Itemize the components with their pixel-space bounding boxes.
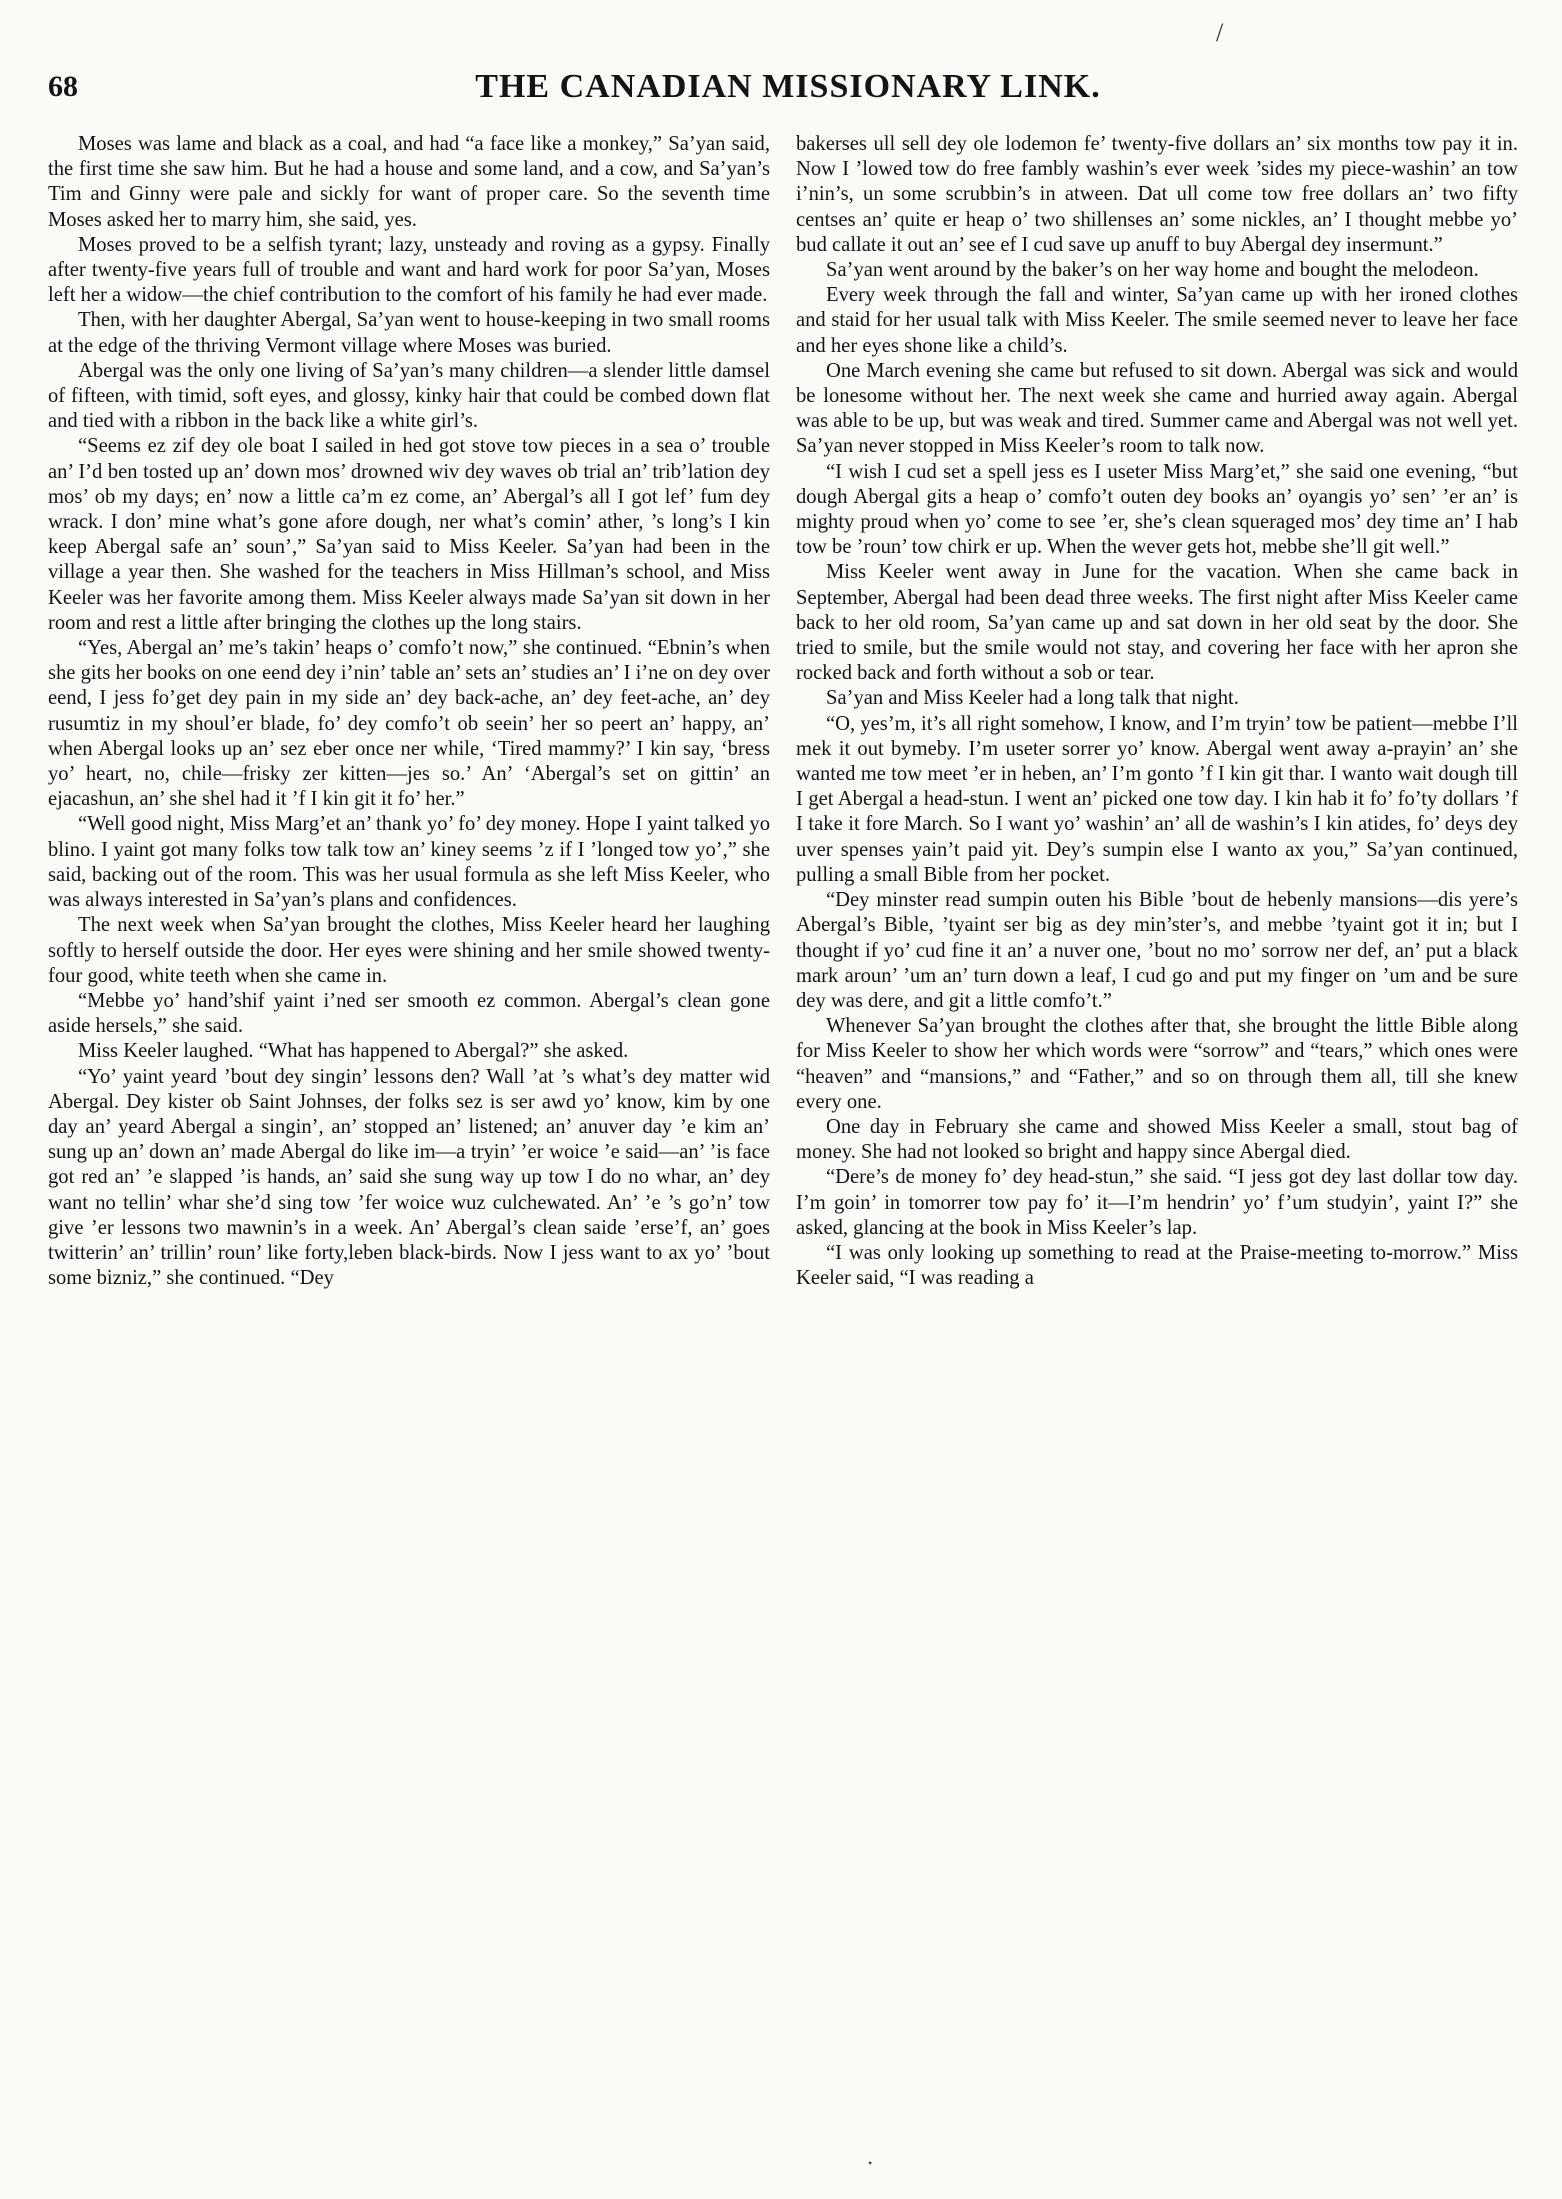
paragraph: “Yo’ yaint yeard ’bout dey singin’ lessons den? Wall ’at ’s what’s dey matter wid Abergal. Dey kister ob Saint Johnses, der folks sez is ser awd yo’ know, kim by one day an’ yeard Abergal a singin’, an’ stopped an’ listened; an’ anuver day ’e kim an’ sung up an’ down an’ made Abergal do like im—a tryin’ ’er woice ’e said—an’ ’is face got red an’ ’e slapped ’is hands, an’ said she sung way up tow I do no whar, an’ dey want no tellin’ whar she’d sing tow ’fer woice wuz culchewated. An’ ’e ’s go’n’ tow give ’er lessons two mawnin’s in a week. An’ Abergal’s clean saide ’erse’f, an’ goes twitterin’ an’ trillin’ roun’ like forty,leben black-birds. Now I jess want to ax yo’ ’bout some bizniz,” she continued. “Dey bbox=[48, 1065, 770, 1290]
paragraph: Then, with her daughter Abergal, Sa’yan went to house-keeping in two small rooms at the edge of the thriving Vermont village where Moses was buried. bbox=[48, 309, 770, 357]
paragraph: Moses proved to be a selfish tyrant; lazy, unsteady and roving as a gypsy. Finally after twenty-five years full of trouble and want and hard work for poor Sa’yan, Moses left her a widow—the chief contribution to the comfort of his family he had ever made. bbox=[48, 233, 770, 307]
paragraph: One March evening she came but refused to sit down. Abergal was sick and would be lonesome without her. The next week she came and hurried away again. Abergal was able to be up, but was weak and tired. Summer came and Abergal was not well yet. Sa’yan never stopped in Miss Keeler’s room to talk now. bbox=[796, 359, 1518, 458]
paragraph: Sa’yan went around by the baker’s on her way home and bought the melodeon. bbox=[826, 259, 1479, 282]
paragraph: Whenever Sa’yan brought the clothes after that, she brought the little Bible along for Miss Keeler to show her which words were “sorrow” and “tears,” which ones were “heaven” and “mansions,” and “Father,” and so on through them all, till she knew every one. bbox=[796, 1015, 1518, 1113]
paragraph: Sa’yan and Miss Keeler had a long talk that night. bbox=[826, 687, 1239, 710]
paragraph: Every week through the fall and winter, Sa’yan came up with her ironed clothes and staid for her usual talk with Miss Keeler. The smile seemed never to leave her face and her eyes shone like a child’s. bbox=[796, 284, 1518, 357]
paragraph: The next week when Sa’yan brought the clothes, Miss Keeler heard her laughing softly to herself outside the door. Her eyes were shining and her smile showed twenty-four good, white teeth when she came in. bbox=[48, 914, 770, 987]
paragraph: “Well good night, Miss Marg’et an’ thank yo’ fo’ dey money. Hope I yaint talked yo blino. I yaint got many folks tow talk tow an’ kiney seems ’z if I ’longed tow yo’,” she said, backing out of the room. This was her usual formula as she left Miss Keeler, who was always interested in Sa’yan’s plans and confidences. bbox=[48, 813, 770, 912]
paragraph: “Yes, Abergal an’ me’s takin’ heaps o’ comfo’t now,” she continued. “Ebnin’s when she gits her books on one eend dey i’nin’ table an’ sets an’ studies an’ I i’ne on dey over eend, I jess fo’get dey pain in my side an’ dey back-ache, an’ dey feet-ache, an’ dey rusumtiz in my shoul’er blade, fo’ dey comfo’t ob seein’ her so peert an’ happy, an’ when Abergal looks up an’ sez eber once ner while, ‘Tired mammy?’ I kin say, ‘bress yo’ heart, no, chile—frisky zer kitten—jes so.’ An’ ‘Abergal’s set on gittin’ an ejacashun, an’ she shel had it ’f I kin git it fo’ her.” bbox=[48, 637, 770, 811]
journal-title: THE CANADIAN MISSIONARY LINK. bbox=[475, 68, 1101, 105]
paragraph: Miss Keeler laughed. “What has happened to Abergal?” she asked. bbox=[78, 1040, 629, 1063]
paragraph: Abergal was the only one living of Sa’yan’s many children—a slender little damsel of fifteen, with timid, soft eyes, and glossy, kinky hair that could be combed down flat and tied with a ribbon in the back like a white girl’s. bbox=[48, 359, 770, 433]
paragraph: “Dey minster read sumpin outen his Bible ’bout de hebenly mansions—dis yere’s Abergal’s Bible, ’tyaint ser big as dey min’ster’s, and mebbe ’tyaint got it in; but I thought if yo’ cud fine it an’ a nuver one, ’bout no mo’ sorrow ner def, an’ put a black mark aroun’ ’um an’ turn down a leaf, I cud go and put my finger on ’um and be sure dey was dere, and git a little comfo’t.” bbox=[796, 889, 1518, 1012]
paragraph: “Mebbe yo’ hand’shif yaint i’ned ser smooth ez common. Abergal’s clean gone aside hersels,” she said. bbox=[48, 989, 770, 1038]
right-column bbox=[796, 132, 1518, 2137]
paragraph: “I was only looking up something to read at the Praise-meeting to-morrow.” Miss Keeler said, “I was reading a bbox=[796, 1241, 1518, 1290]
paragraph: bakerses ull sell dey ole lodemon fe’ twenty-five dollars an’ six months tow pay it in. Now I ’lowed tow do free fambly washin’s ever week ’sides my piece-washin’ an tow i’nin’s, un some scrubbin’s in atween. Dat ull come tow free dollars an’ two fifty centses an’ quite er heap o’ two shillenses an’ some nickles, an’ I thought mebbe yo’ bud callate it out an’ see ef I cud save up anuff to buy Abergal dey insermunt.” bbox=[796, 133, 1518, 256]
paragraph: Moses was lame and black as a coal, and had “a face like a monkey,” Sa’yan said, the first time she saw him. But he had a house and some land, and a cow, and Sa’yan’s Tim and Ginny were pale and sickly for want of proper care. So the seventh time Moses asked her to marry him, she said, yes. bbox=[48, 133, 770, 231]
paragraph: “Seems ez zif dey ole boat I sailed in hed got stove tow pieces in a sea o’ trouble an’ I’d ben tosted up an’ down mos’ drowned wiv dey waves ob trial an’ trib’lation dey mos’ ob my days; en’ now a little ca’m ez come, an’ Abergal’s all I got lef’ fum dey wrack. I don’ mine what’s gone afore dough, ner what’s comin’ ather, ’s long’s I kin keep Abergal safe an’ soun’,” Sa’yan said to Miss Keeler. Sa’yan had been in the village a year then. She washed for the teachers in Miss Hillman’s school, and Miss Keeler was her favorite among them. Miss Keeler always made Sa’yan sit down in her room and rest a little after bringing the clothes up the long stairs. bbox=[48, 435, 770, 634]
paragraph: “I wish I cud set a spell jess es I useter Miss Marg’et,” she said one evening, “but dough Abergal gits a heap o’ comfo’t outen dey books an’ oyangis yo’ sen’ ’er an’ is mighty proud when yo’ come to see ’er, she’s clean squeraged mos’ dey time an’ I hab tow be ’roun’ tow chirk er up. When the wever gets hot, mebbe she’ll git well.” bbox=[796, 460, 1518, 559]
corner-mark: / bbox=[1216, 18, 1224, 47]
footer-mark: • bbox=[868, 2156, 873, 2170]
page-number: 68 bbox=[48, 70, 78, 103]
paragraph: “O, yes’m, it’s all right somehow, I know, and I’m tryin’ tow be patient—mebbe I’ll mek it out bymeby. I’m useter sorrer yo’ know. Abergal went away a-prayin’ an’ she wanted me tow meet ’er in heben, an’ I’m gonto ’f I kin git thar. I wanto wait dough till I get Abergal a head-stun. I went an’ picked one tow day. I kin hab it fo’ fo’ty dollars ’f I take it fore March. So I want yo’ washin’ an’ all de washin’s I kin atides, fo’ deys dey uver spenses yain’t paid yit. Dey’s sumpin else I wanto ax you,” Sa’yan continued, pulling a small Bible from her pocket. bbox=[796, 712, 1518, 886]
paragraph: “Dere’s de money fo’ dey head-stun,” she said. “I jess got dey last dollar tow day. I’m goin’ in tomorrer tow pay fo’ it—I’m hendrin’ yo’ f’um studyin’, yaint I?” she asked, glancing at the book in Miss Keeler’s lap. bbox=[796, 1166, 1518, 1239]
page-header bbox=[48, 66, 1528, 114]
left-column bbox=[48, 132, 770, 2137]
paragraph: One day in February she came and showed Miss Keeler a small, stout bag of money. She had not looked so bright and happy since Abergal died. bbox=[796, 1115, 1518, 1164]
paragraph: Miss Keeler went away in June for the vacation. When she came back in September, Abergal had been dead three weeks. The first night after Miss Keeler came back to her old room, Sa’yan came up and sat down in her old seat by the door. She tried to smile, but the smile would not stay, and covering her face with her apron she rocked back and forth without a sob or tear. bbox=[796, 561, 1518, 685]
